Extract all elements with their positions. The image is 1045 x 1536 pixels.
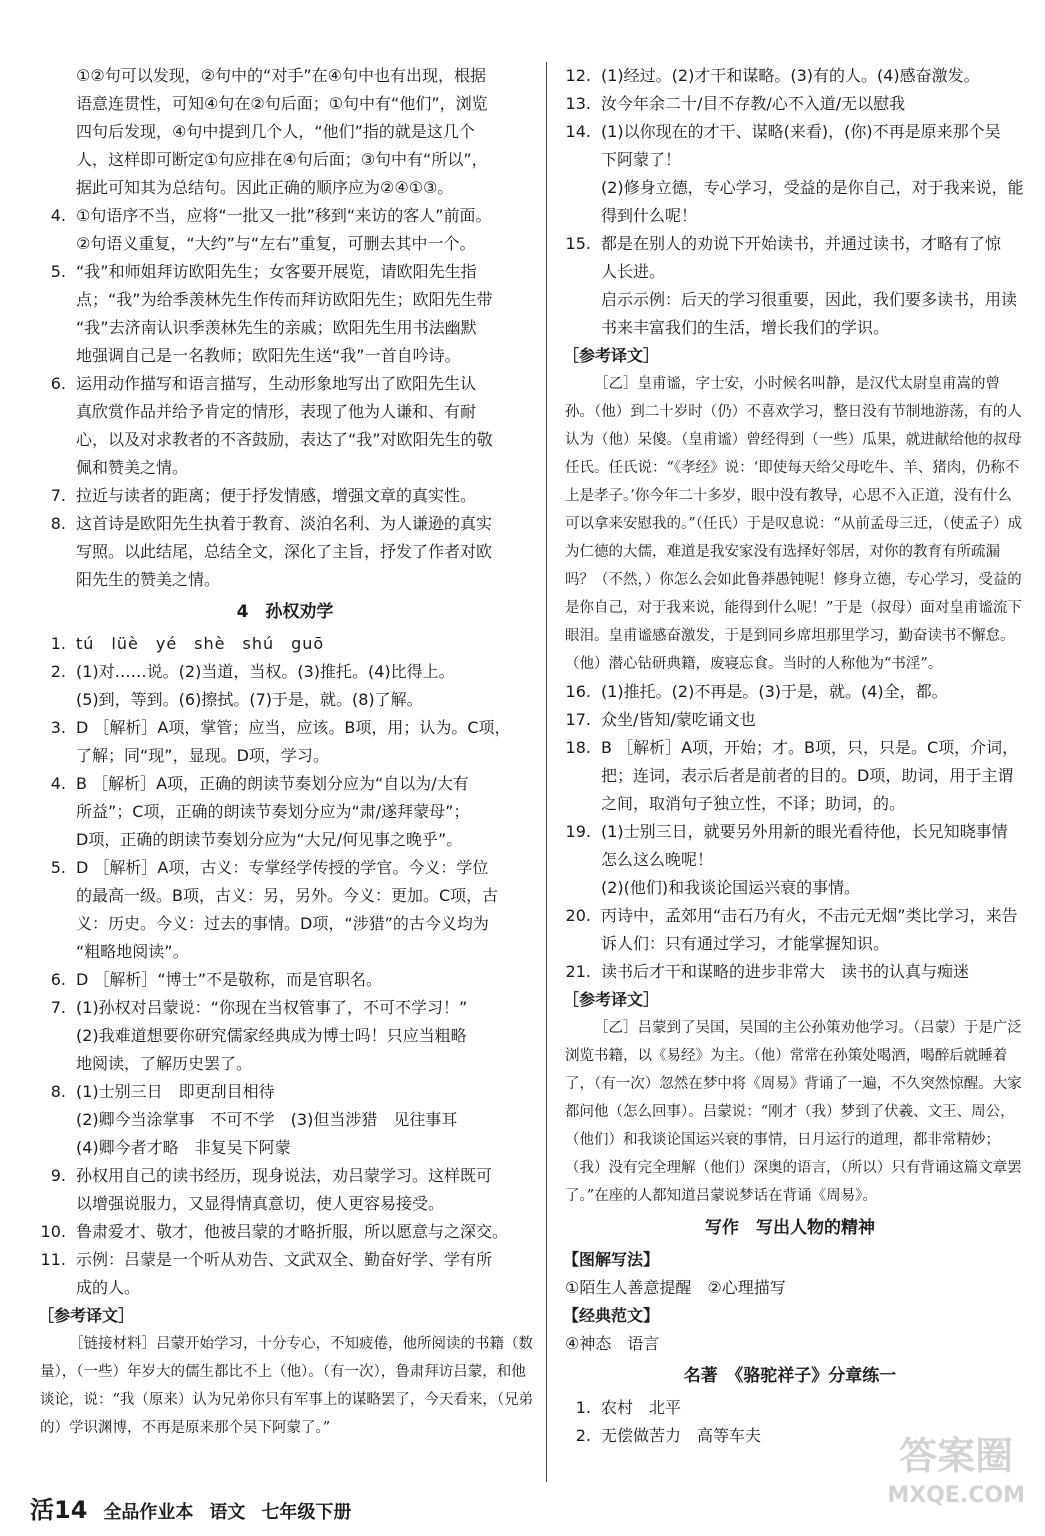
answer-number: 21. — [565, 962, 591, 981]
answer-line: B ［解析］A项，开始；才。B项，只，只是。C项，介词， — [601, 738, 1019, 757]
reference-translation-label: ［参考译文］ — [563, 346, 660, 365]
answer-line: 义：历史。今义：过去的事情。D项，“涉猎”的古今义均为 — [76, 914, 489, 933]
answer-line: 读书后才干和谋略的进步非常大 读书的认真与痴迷 — [601, 962, 970, 981]
reference-translation: ［链接材料］吕蒙开始学习，十分专心，不知疲倦，他所阅读的书籍（数量），（一些）年岁大的儒生都比不上（他）。（有一次），鲁肃拜访吕蒙，和他谈论，说：“我（原来）认为兄弟你只有军事上的谋略罢了，今天看来，（兄弟的）学识渊博，不再是原来那个吴下阿蒙了。” — [40, 1336, 534, 1436]
answer-line: 地强调自己是一名教师；欧阳先生送“我”一首自吟诗。 — [76, 346, 461, 365]
answer-list-b — [30, 630, 540, 1302]
page-number: 活14 — [30, 1496, 88, 1524]
answer-item — [30, 1246, 540, 1302]
answer-line: D ［解析］A项，古义：专掌经学传授的学官。今义：学位 — [76, 858, 489, 877]
answer-number: 13. — [565, 94, 591, 113]
answer-item — [30, 482, 540, 510]
answer-number: 3. — [50, 718, 66, 737]
answer-line: 无偿做苦力 高等车夫 — [601, 1426, 762, 1445]
answer-line: 所益”；C项，正确的朗读节奏划分应为“肃/遂拜蒙母”； — [76, 802, 470, 821]
answer-item — [30, 370, 540, 482]
answer-number: 1. — [575, 1398, 591, 1417]
answer-line: 点；“我”为给季羡林先生作传而拜访欧阳先生；欧阳先生带 — [76, 290, 493, 309]
answer-text — [76, 770, 540, 854]
answer-item — [555, 958, 1025, 986]
answer-text — [76, 370, 540, 482]
answer-text — [601, 734, 1025, 818]
answer-line: (1)士别三日 即更刮目相待 — [76, 1082, 275, 1101]
answer-line: (4)卿今者才略 非复吴下阿蒙 — [76, 1138, 291, 1157]
answer-line: 鲁肃爱才、敬才，他被吕蒙的才略折服，所以愿意与之深交。 — [76, 1222, 509, 1241]
answer-line: 成的人。 — [76, 1278, 141, 1297]
answer-number: 17. — [565, 710, 591, 729]
answer-item — [30, 658, 540, 714]
answer-text — [601, 958, 1025, 986]
answer-text — [601, 902, 1025, 958]
answer-number: 12. — [565, 66, 591, 85]
answer-line: (1)士别三日，就要另外用新的眼光看待他，长兄知晓事情 — [601, 822, 1008, 841]
answer-line: “我”和师姐拜访欧阳先生；女客要开展览，请欧阳先生指 — [76, 262, 477, 281]
answer-list-a — [30, 202, 540, 594]
answer-item — [555, 902, 1025, 958]
answer-text — [601, 90, 1025, 118]
answer-item — [30, 714, 540, 770]
answer-item — [30, 630, 540, 658]
answer-item — [30, 1162, 540, 1218]
answer-line: 示例：吕蒙是一个听从劝告、文武双全、勤奋好学、学有所 — [76, 1250, 493, 1269]
answer-text — [76, 202, 540, 258]
answer-number: 4. — [50, 206, 66, 225]
answer-line: (2)修身立德，专心学习，受益的是你自己，对于我来说，能 — [601, 178, 1024, 197]
answer-number: 14. — [565, 122, 591, 141]
answer-number: 8. — [50, 514, 66, 533]
answer-number: 8. — [50, 1082, 66, 1101]
section-title: 4 孙权劝学 — [236, 602, 334, 622]
answer-line: (1)对……说。(2)当道，当权。(3)推托。(4)比得上。 — [76, 662, 455, 681]
answer-line: (5)到，等到。(6)擦拭。(7)于是，就。(8)了解。 — [76, 690, 423, 709]
answer-number: 19. — [565, 822, 591, 841]
answer-number: 20. — [565, 906, 591, 925]
answer-line: 启示示例：后天的学习很重要，因此，我们要多读书，用读 — [601, 290, 1018, 309]
answer-line: (1)推托。(2)不再是。(3)于是，就。(4)全，都。 — [601, 682, 948, 701]
answer-line: 农村 北平 — [601, 1398, 682, 1417]
answer-number: 6. — [50, 374, 66, 393]
answer-item — [30, 1078, 540, 1162]
answer-item — [555, 706, 1025, 734]
intro-continuation — [30, 62, 540, 202]
classic-section-title: 名著 《骆驼祥子》分章练一 — [683, 1366, 897, 1386]
answer-line: ①句语序不当，应将“一批又一批”移到“来访的客人”前面。 — [76, 206, 492, 225]
page-footer — [30, 1490, 351, 1525]
answer-text — [76, 258, 540, 370]
intro-line: 人，这样即可断定①句应排在④句后面；③句中有“所以”， — [76, 150, 488, 169]
writing-label: 【经典范文】 — [563, 1306, 660, 1325]
intro-line: 据此可知其为总结句。因此正确的顺序应为②④①③。 — [76, 178, 454, 197]
answer-number: 7. — [50, 998, 66, 1017]
answer-line: (1)以你现在的才干、谋略(来看)，(你)不再是原来那个吴 — [601, 122, 1001, 141]
answer-line: D ［解析］A项，掌管；应当，应该。B项，用；认为。C项， — [76, 718, 511, 737]
subject: 语文 — [209, 1502, 246, 1523]
answer-text — [76, 854, 540, 966]
answer-item — [30, 966, 540, 994]
answer-line: D ［解析］“博士”不是敬称，而是官职名。 — [76, 970, 382, 989]
answer-number: 6. — [50, 970, 66, 989]
answer-item — [555, 678, 1025, 706]
answer-text — [601, 118, 1025, 230]
answer-line: 了解；同“现”，显现。D项，学习。 — [76, 746, 329, 765]
answer-line: 孙权用自己的读书经历，现身说法，劝吕蒙学习。这样既可 — [76, 1166, 493, 1185]
reference-translation-label: ［参考译文］ — [38, 1306, 135, 1325]
answer-item — [30, 202, 540, 258]
answer-number: 9. — [50, 1166, 66, 1185]
watermark-text: 答案圈 — [899, 1434, 1014, 1478]
intro-line: 语意连贯性，可知④句在②句后面；①句中有“他们”，浏览 — [76, 94, 488, 113]
writing-section-title: 写作 写出人物的精神 — [705, 1218, 875, 1238]
left-column — [30, 62, 540, 1442]
answer-line: 阳先生的赞美之情。 — [76, 570, 221, 589]
answer-line: 写照。以此结尾，总结全文，深化了主旨，抒发了作者对欧 — [76, 542, 493, 561]
reference-translation: ［乙］吕蒙到了吴国，吴国的主公孙策劝他学习。（吕蒙）于是广泛浏览书籍，以《易经》为主。（他）常常在孙策处喝酒，喝醉后就睡着了，（有一次）忽然在梦中将《周易》背诵了一遍，不久突然惊醒。大家都问他（怎么回事）。吕蒙说：“刚才（我）梦到了伏羲、文王、周公，（他们）和我谈论国运兴衰的事情，日月运行的道理，都非常精妙；（我）没有完全理解（他们）深奥的语言，（所以）只有背诵这篇文章罢了。”在座的人都知道吕蒙说梦话在背诵《周易》。 — [565, 1020, 1022, 1204]
answer-line: 得到什么呢！ — [601, 206, 698, 225]
intro-line: ①②句可以发现，②句中的“对手”在④句中也有出现，根据 — [76, 66, 486, 85]
answer-text — [76, 1246, 540, 1302]
answer-item — [30, 258, 540, 370]
answer-item — [555, 90, 1025, 118]
answer-item — [555, 734, 1025, 818]
answer-line: 地阅读，了解历史罢了。 — [76, 1054, 253, 1073]
answer-line: 诉人们：只有通过学习，才能掌握知识。 — [601, 934, 890, 953]
answer-list-c — [555, 62, 1025, 342]
answer-line: ②句语义重复，“大约”与“左右”重复，可删去其中一个。 — [76, 234, 476, 253]
writing-label: 【图解写法】 — [563, 1250, 660, 1269]
answer-item — [555, 1394, 1025, 1422]
answer-line: 以增强说服力，又显得情真意切，使人更容易接受。 — [76, 1194, 445, 1213]
answer-number: 5. — [50, 262, 66, 281]
book-title: 全品作业本 — [103, 1502, 194, 1523]
answer-number: 4. — [50, 774, 66, 793]
answer-item — [30, 770, 540, 854]
answer-list-d — [555, 678, 1025, 986]
writing-line: ④神态 语言 — [565, 1334, 660, 1353]
answer-line: 拉近与读者的距离；便于抒发情感，增强文章的真实性。 — [76, 486, 477, 505]
answer-item — [555, 230, 1025, 342]
answer-text — [76, 630, 540, 658]
writing-line: ①陌生人善意提醒 ②心理描写 — [565, 1278, 786, 1297]
watermark-logo — [887, 1436, 1025, 1516]
answer-item — [555, 62, 1025, 90]
answer-line: 心，以及对求教者的不吝鼓励，表达了“我”对欧阳先生的敬 — [76, 430, 493, 449]
answer-text — [601, 818, 1025, 902]
reference-translation: ［乙］皇甫谧，字士安，小时候名叫静，是汉代太尉皇甫嵩的曾孙。（他）到二十岁时（仍）不喜欢学习，整日没有节制地游荡，有的人认为（他）呆傻。（皇甫谧）曾经得到（一些）瓜果，就进献给他的叔母任氏。任氏说：“《孝经》说：‘即使每天给父母吃牛、羊、猪肉，仍称不上是孝子。’你今年二十多岁，眼中没有教导，心思不入正道，没有什么可以拿来安慰我的。”（任氏）于是叹息说：“从前孟母三迁，（使孟子）成为仁德的大儒，难道是我安家没有选择好邻居，对你的教育有所疏漏吗？（不然，）你怎么会如此鲁莽愚钝呢！修身立德，专心学习，受益的是你自己，对于我来说，能得到什么呢！”于是（叔母）面对皇甫谧流下眼泪。皇甫谧感奋激发，于是到同乡席坦那里学习，勤奋读书不懈怠。（他）潜心钻研典籍，废寝忘食。当时的人称他为“书淫”。 — [565, 376, 1023, 672]
answer-text — [76, 994, 540, 1078]
answer-line: 众坐/皆知/蒙吃诵文也 — [601, 710, 756, 729]
answer-line: B ［解析］A项，正确的朗读节奏划分应为“自以为/大有 — [76, 774, 469, 793]
answer-line: 把；连词，表示后者是前者的目的。D项，助词，用于主谓 — [601, 766, 1014, 785]
answer-line: (2)(他们)和我谈论国运兴衰的事情。 — [601, 878, 861, 897]
column-divider — [546, 62, 547, 1482]
answer-text — [76, 658, 540, 714]
answer-line: 书来丰富我们的生活，增长我们的学识。 — [601, 318, 890, 337]
answer-line: “粗略地阅读”。 — [76, 942, 189, 961]
answer-line: (1)孙权对吕蒙说：“你现在当权管事了，不可不学习！” — [76, 998, 468, 1017]
answer-text — [76, 714, 540, 770]
answer-text — [601, 706, 1025, 734]
answer-line: 丙诗中，孟郊用“击石乃有火，不击元无烟”类比学习，来告 — [601, 906, 1018, 925]
answer-item — [30, 854, 540, 966]
answer-number: 10. — [40, 1222, 66, 1241]
answer-item — [555, 118, 1025, 230]
answer-number: 18. — [565, 738, 591, 757]
answer-line: tú lüè yé shè shú guō — [76, 634, 325, 653]
answer-text — [601, 62, 1025, 90]
answer-number: 7. — [50, 486, 66, 505]
answer-line: D项，正确的朗读节奏划分应为“大兄/何见事之晚乎”。 — [76, 830, 463, 849]
answer-text — [601, 1394, 1025, 1422]
answer-item — [30, 510, 540, 594]
answer-text — [76, 1218, 540, 1246]
right-column — [555, 62, 1025, 1450]
answer-number: 11. — [40, 1250, 66, 1269]
answer-line: (2)我难道想要你研究儒家经典成为博士吗！只应当粗略 — [76, 1026, 467, 1045]
grade: 七年级下册 — [261, 1502, 352, 1523]
answer-text — [76, 1078, 540, 1162]
answer-number: 15. — [565, 234, 591, 253]
answer-number: 2. — [50, 662, 66, 681]
answer-text — [76, 966, 540, 994]
answer-line: 下阿蒙了！ — [601, 150, 682, 169]
answer-text — [601, 230, 1025, 342]
answer-line: 这首诗是欧阳先生执着于教育、淡泊名利、为人谦逊的真实 — [76, 514, 493, 533]
answer-line: (2)卿今当涂掌事 不可不学 (3)但当涉猎 见往事耳 — [76, 1110, 458, 1129]
answer-line: 的最高一级。B项，古义：另，另外。今义：更加。C项，古 — [76, 886, 499, 905]
answer-line: 汝今年余二十/目不存教/心不入道/无以慰我 — [601, 94, 906, 113]
answer-item — [30, 1218, 540, 1246]
answer-line: “我”去济南认识季羡林先生的亲戚；欧阳先生用书法幽默 — [76, 318, 477, 337]
answer-number: 2. — [575, 1426, 591, 1445]
answer-item — [30, 994, 540, 1078]
answer-line: 人长进。 — [601, 262, 666, 281]
answer-text — [76, 1162, 540, 1218]
answer-text — [76, 482, 540, 510]
answer-number: 1. — [50, 634, 66, 653]
answer-number: 5. — [50, 858, 66, 877]
answer-line: 佩和赞美之情。 — [76, 458, 189, 477]
answer-line: 真欣赏作品并给予肯定的情形，表现了他为人谦和、有耐 — [76, 402, 477, 421]
answer-line: 运用动作描写和语言描写，生动形象地写出了欧阳先生认 — [76, 374, 477, 393]
reference-translation-label: ［参考译文］ — [563, 990, 660, 1009]
answer-text — [76, 510, 540, 594]
answer-item — [555, 818, 1025, 902]
intro-line: 四句后发现，④句中提到几个人，“他们”指的就是这几个 — [76, 122, 475, 141]
answer-line: 之间，取消句子独立性，不译；助词，的。 — [601, 794, 906, 813]
answer-line: 怎么这么晚呢！ — [601, 850, 714, 869]
watermark-url: MXQE.COM — [887, 1483, 1025, 1508]
answer-line: 都是在别人的劝说下开始读书，并通过读书，才略有了惊 — [601, 234, 1002, 253]
answer-line: (1)经过。(2)才干和谋略。(3)有的人。(4)感奋激发。 — [601, 66, 980, 85]
answer-number: 16. — [565, 682, 591, 701]
answer-text — [601, 678, 1025, 706]
